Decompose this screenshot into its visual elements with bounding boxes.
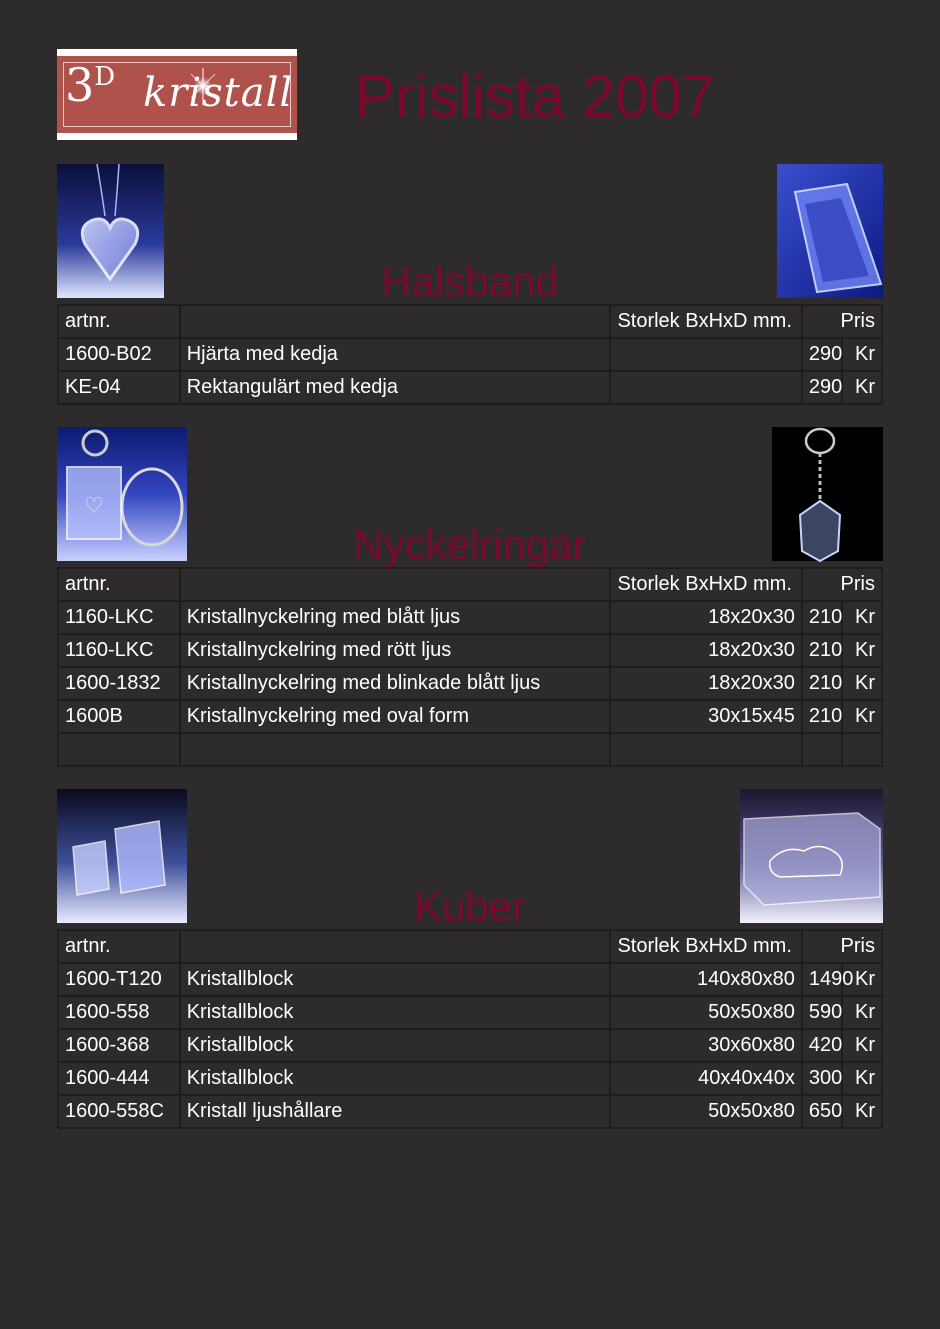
table-header-row bbox=[58, 305, 882, 338]
cell-artnr: 1600-368 bbox=[58, 1029, 180, 1062]
cell-desc: Kristallnyckelring med blinkade blått ljus bbox=[180, 667, 611, 700]
table-row bbox=[58, 963, 882, 996]
cell-size: 30x15x45 bbox=[610, 700, 801, 733]
cell-unit: Kr bbox=[842, 371, 882, 404]
cell-unit: Kr bbox=[842, 1029, 882, 1062]
table-row bbox=[58, 601, 882, 634]
cell-size: 50x50x80 bbox=[610, 996, 801, 1029]
table-row bbox=[58, 371, 882, 404]
cell-artnr: 1600-T120 bbox=[58, 963, 180, 996]
cell-price bbox=[802, 733, 842, 766]
cell-price: 210 bbox=[802, 601, 842, 634]
section-title-kuber: Kuber bbox=[413, 883, 527, 930]
cell-unit: Kr bbox=[842, 601, 882, 634]
cell-price: 210 bbox=[802, 634, 842, 667]
logo-plate bbox=[57, 56, 297, 133]
table-row bbox=[58, 667, 882, 700]
cell-size: 18x20x30 bbox=[610, 667, 801, 700]
cell-artnr: 1600-B02 bbox=[58, 338, 180, 371]
sparkle-icon bbox=[183, 66, 223, 106]
header-desc bbox=[180, 305, 611, 338]
cell-unit: Kr bbox=[842, 996, 882, 1029]
cell-artnr bbox=[58, 733, 180, 766]
header-artnr: artnr. bbox=[58, 930, 180, 963]
cell-unit: Kr bbox=[842, 338, 882, 371]
logo-wordmark: kristall bbox=[143, 70, 294, 116]
company-logo bbox=[57, 49, 297, 140]
cell-price: 650 bbox=[802, 1095, 842, 1128]
cell-size bbox=[610, 733, 801, 766]
cell-unit: Kr bbox=[842, 1095, 882, 1128]
cell-desc: Kristallblock bbox=[180, 1062, 611, 1095]
cell-price: 210 bbox=[802, 667, 842, 700]
cell-artnr: 1600-444 bbox=[58, 1062, 180, 1095]
cell-artnr: KE-04 bbox=[58, 371, 180, 404]
header-artnr: artnr. bbox=[58, 568, 180, 601]
section-title-nyckelringar: Nyckelringar bbox=[353, 521, 587, 568]
cell-size bbox=[610, 371, 801, 404]
table-row bbox=[58, 996, 882, 1029]
header-price: Pris bbox=[802, 568, 882, 601]
cell-size: 40x40x40x bbox=[610, 1062, 801, 1095]
page-title: Prislista 2007 bbox=[355, 63, 716, 130]
svg-text:♡: ♡ bbox=[84, 494, 104, 519]
header-size: Storlek BxHxD mm. bbox=[610, 305, 801, 338]
cell-desc: Hjärta med kedja bbox=[180, 338, 611, 371]
cell-desc: Kristallblock bbox=[180, 996, 611, 1029]
table-row-empty bbox=[58, 733, 882, 766]
cell-size bbox=[610, 338, 801, 371]
cell-price: 210 bbox=[802, 700, 842, 733]
cell-size: 140x80x80 bbox=[610, 963, 801, 996]
cell-price: 590 bbox=[802, 996, 842, 1029]
cell-price: 290 bbox=[802, 371, 842, 404]
cell-price: 300 bbox=[802, 1062, 842, 1095]
header-price: Pris bbox=[802, 930, 882, 963]
cell-desc: Kristallblock bbox=[180, 963, 611, 996]
cell-unit: Kr bbox=[842, 1062, 882, 1095]
cell-price: 420 bbox=[802, 1029, 842, 1062]
table-row bbox=[58, 700, 882, 733]
cell-size: 18x20x30 bbox=[610, 634, 801, 667]
cell-desc: Kristallblock bbox=[180, 1029, 611, 1062]
table-row bbox=[58, 1095, 882, 1128]
cell-desc bbox=[180, 733, 611, 766]
table-row bbox=[58, 338, 882, 371]
table-row bbox=[58, 1029, 882, 1062]
cell-desc: Rektangulärt med kedja bbox=[180, 371, 611, 404]
cell-artnr: 1160-LKC bbox=[58, 634, 180, 667]
header-desc bbox=[180, 930, 611, 963]
cell-price: 1490 bbox=[802, 963, 842, 996]
cell-size: 50x50x80 bbox=[610, 1095, 801, 1128]
cell-desc: Kristallnyckelring med rött ljus bbox=[180, 634, 611, 667]
logo-3d-mark: $3^D$ bbox=[65, 58, 116, 112]
table-row bbox=[58, 634, 882, 667]
section-title-halsband: Halsband bbox=[381, 258, 559, 305]
cell-size: 30x60x80 bbox=[610, 1029, 801, 1062]
cell-artnr: 1600B bbox=[58, 700, 180, 733]
header-size: Storlek BxHxD mm. bbox=[610, 930, 801, 963]
header-artnr: artnr. bbox=[58, 305, 180, 338]
nyckelringar-price-table bbox=[57, 567, 883, 767]
halsband-price-table bbox=[57, 304, 883, 405]
header-size: Storlek BxHxD mm. bbox=[610, 568, 801, 601]
cell-unit: Kr bbox=[842, 700, 882, 733]
cell-unit bbox=[842, 733, 882, 766]
kuber-price-table bbox=[57, 929, 883, 1129]
cell-desc: Kristall ljushållare bbox=[180, 1095, 611, 1128]
cell-unit: Kr bbox=[842, 667, 882, 700]
header-desc bbox=[180, 568, 611, 601]
cell-artnr: 1600-558 bbox=[58, 996, 180, 1029]
table-row bbox=[58, 1062, 882, 1095]
cell-artnr: 1600-1832 bbox=[58, 667, 180, 700]
cell-artnr: 1600-558C bbox=[58, 1095, 180, 1128]
cell-unit: Kr bbox=[842, 634, 882, 667]
cell-price: 290 bbox=[802, 338, 842, 371]
cell-desc: Kristallnyckelring med oval form bbox=[180, 700, 611, 733]
table-header-row bbox=[58, 568, 882, 601]
header-price: Pris bbox=[802, 305, 882, 338]
cell-desc: Kristallnyckelring med blått ljus bbox=[180, 601, 611, 634]
cell-size: 18x20x30 bbox=[610, 601, 801, 634]
table-header-row bbox=[58, 930, 882, 963]
cell-unit: Kr bbox=[842, 963, 882, 996]
cell-artnr: 1160-LKC bbox=[58, 601, 180, 634]
